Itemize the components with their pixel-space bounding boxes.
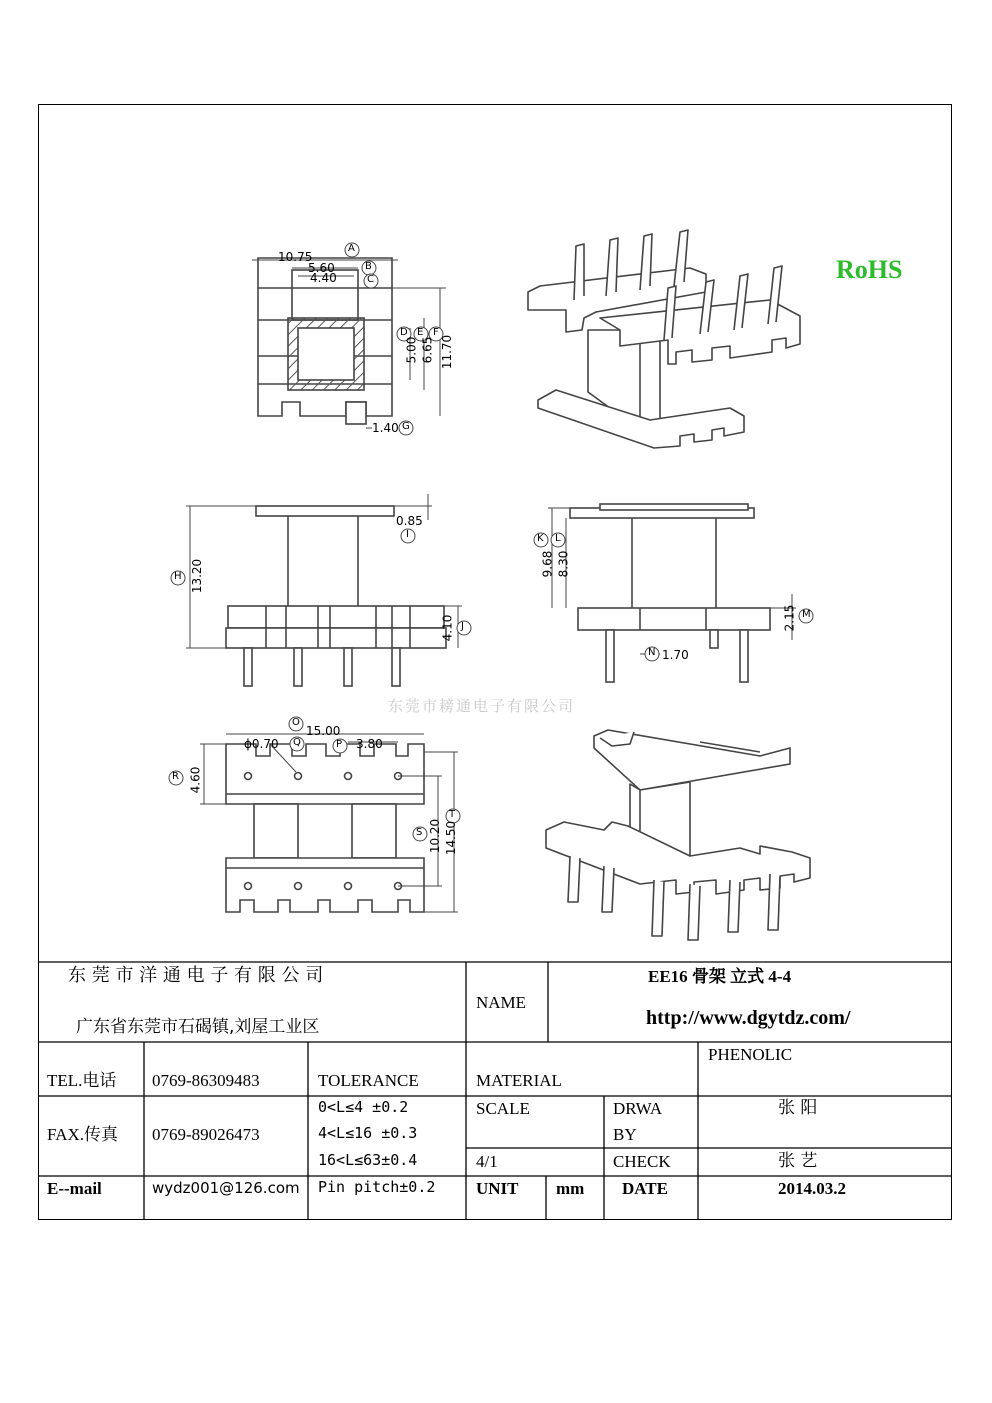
scale-value: 4/1 — [476, 1152, 498, 1171]
drawn-by-label-2: BY — [613, 1125, 637, 1144]
fax-value: 0769-89026473 — [152, 1125, 260, 1144]
tolerance-label: TOLERANCE — [318, 1071, 419, 1090]
name-label: NAME — [476, 993, 527, 1012]
email-label: E--mail — [47, 1179, 102, 1198]
tolerance-row-4: Pin pitch±0.2 — [318, 1178, 436, 1196]
dim-k: 9.68 — [540, 550, 555, 578]
tag-h: H — [174, 571, 182, 582]
dim-i: 0.85 — [396, 514, 423, 528]
dim-o: 15.00 — [306, 724, 341, 738]
date-value: 2014.03.2 — [778, 1179, 846, 1198]
dim-d: 5.00 — [404, 336, 419, 364]
drawn-by-value: 张 阳 — [778, 1098, 818, 1118]
website-link[interactable]: http://www.dgytdz.com/ — [646, 1007, 851, 1029]
company-name: 东 莞 市 洋 通 电 子 有 限 公 司 — [68, 965, 324, 986]
dim-a: 10.75 — [278, 250, 313, 264]
check-label: CHECK — [613, 1152, 671, 1171]
unit-label: UNIT — [476, 1179, 519, 1198]
tag-c: C — [367, 274, 374, 285]
tag-j: J — [461, 621, 464, 632]
tolerance-row-3: 16<L≤63±0.4 — [318, 1151, 418, 1169]
tag-e: E — [417, 327, 424, 338]
drawn-by-label-1: DRWA — [613, 1099, 663, 1118]
company-address: 广东省东莞市石碣镇,刘屋工业区 — [76, 1017, 320, 1037]
dim-p: 3.80 — [356, 737, 383, 751]
dim-g: 1.40 — [372, 421, 399, 435]
tel-value: 0769-86309483 — [152, 1071, 260, 1090]
tag-p: P — [336, 739, 343, 750]
tag-r: R — [172, 771, 179, 782]
tag-i: I — [406, 529, 409, 540]
tag-q: Q — [293, 737, 301, 748]
tag-t: T — [449, 809, 456, 820]
material-label: MATERIAL — [476, 1071, 562, 1090]
unit-value: mm — [556, 1179, 585, 1198]
tag-n: N — [648, 647, 656, 658]
dim-e: 6.65 — [420, 336, 435, 364]
dim-j: 4.10 — [440, 614, 455, 642]
part-name: EE16 骨架 立式 4-4 — [648, 967, 792, 986]
tag-d: D — [400, 327, 408, 338]
tolerance-row-2: 4<L≤16 ±0.3 — [318, 1124, 418, 1142]
dim-c: 4.40 — [310, 271, 337, 285]
tag-o: O — [292, 717, 300, 728]
scale-label: SCALE — [476, 1099, 530, 1118]
fax-label: FAX.传真 — [47, 1125, 118, 1144]
dim-m: 2.15 — [782, 604, 797, 632]
dim-h: 13.20 — [190, 558, 205, 594]
dim-r: 4.60 — [188, 766, 203, 794]
tag-b: B — [365, 261, 372, 272]
material-value: PHENOLIC — [708, 1045, 793, 1064]
checked-by-value: 张 艺 — [778, 1151, 818, 1171]
isometric-view-bottom — [546, 730, 810, 940]
dim-l: 8.30 — [556, 550, 571, 578]
dim-phi: ϕ0.70 — [244, 737, 279, 751]
tag-g: G — [402, 421, 410, 432]
date-label: DATE — [622, 1179, 668, 1198]
tag-s: S — [416, 827, 423, 838]
tag-f: F — [433, 327, 439, 338]
dim-b: 5.60 — [308, 261, 335, 275]
bottom-view — [200, 734, 458, 912]
tolerance-row-1: 0<L≤4 ±0.2 — [318, 1098, 409, 1116]
tag-m: M — [802, 609, 811, 620]
dim-s: 10.20 — [428, 818, 443, 854]
watermark: 东莞市耪通电子有限公司 — [388, 697, 576, 715]
dim-n: 1.70 — [662, 648, 689, 662]
tel-label: TEL.电话 — [47, 1071, 117, 1090]
tag-a: A — [348, 243, 355, 254]
tag-k: K — [537, 533, 544, 544]
email-value[interactable]: wydz001@126.com — [152, 1179, 300, 1197]
dim-t: 14.50 — [444, 820, 459, 856]
tag-l: L — [555, 533, 561, 544]
rohs-mark: RoHS — [836, 255, 903, 284]
isometric-view-top — [528, 230, 800, 448]
dim-f: 11.70 — [440, 334, 455, 370]
